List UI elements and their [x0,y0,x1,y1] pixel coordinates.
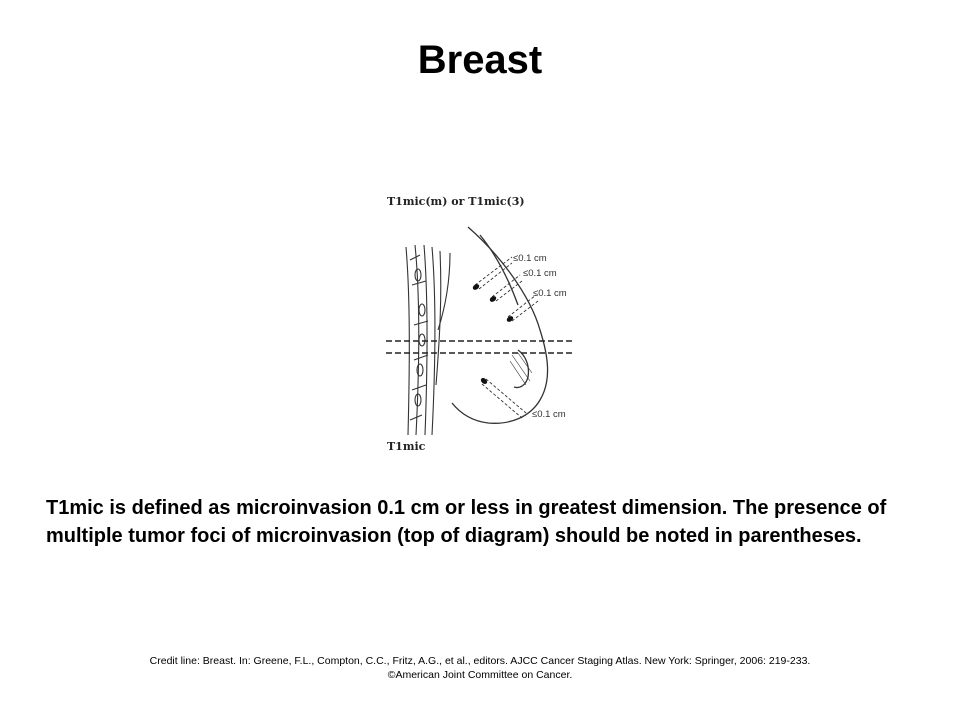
measurement-label-1: ≤0.1 cm [513,253,547,264]
measurement-label-3: ≤0.1 cm [533,288,567,299]
measurement-label-2: ≤0.1 cm [523,268,557,279]
tumor-foci-top [475,257,538,321]
tumor-focus-markers-top [472,283,515,323]
credit-line-1: Credit line: Breast. In: Greene, F.L., Compton, C.C., Fritz, A.G., et al., editors. AJCC Cancer Staging Atlas. New York: Springer, 2006: 219-233. [149,655,811,667]
breast-diagram-svg [380,185,590,460]
slide-title: Breast [417,38,543,82]
label-bottom: T1mic [387,440,426,453]
tumor-focus-3 [506,315,515,323]
breast-diagram [380,185,590,460]
tumor-focus-bottom [480,377,526,418]
credit-line [0,654,960,682]
measurement-label-4: ≤0.1 cm [532,409,566,420]
tumor-focus-4 [480,377,489,385]
credit-line-2: ©American Joint Committee on Cancer. [387,669,573,681]
body-text: T1mic is defined as microinvasion 0.1 cm or less in greatest dimension. The presence of multiple tumor foci of microinvasion (top of diagram) should be noted in parentheses. [46,497,887,547]
label-top: T1mic(m) or T1mic(3) [387,195,525,208]
chest-wall [406,245,450,435]
